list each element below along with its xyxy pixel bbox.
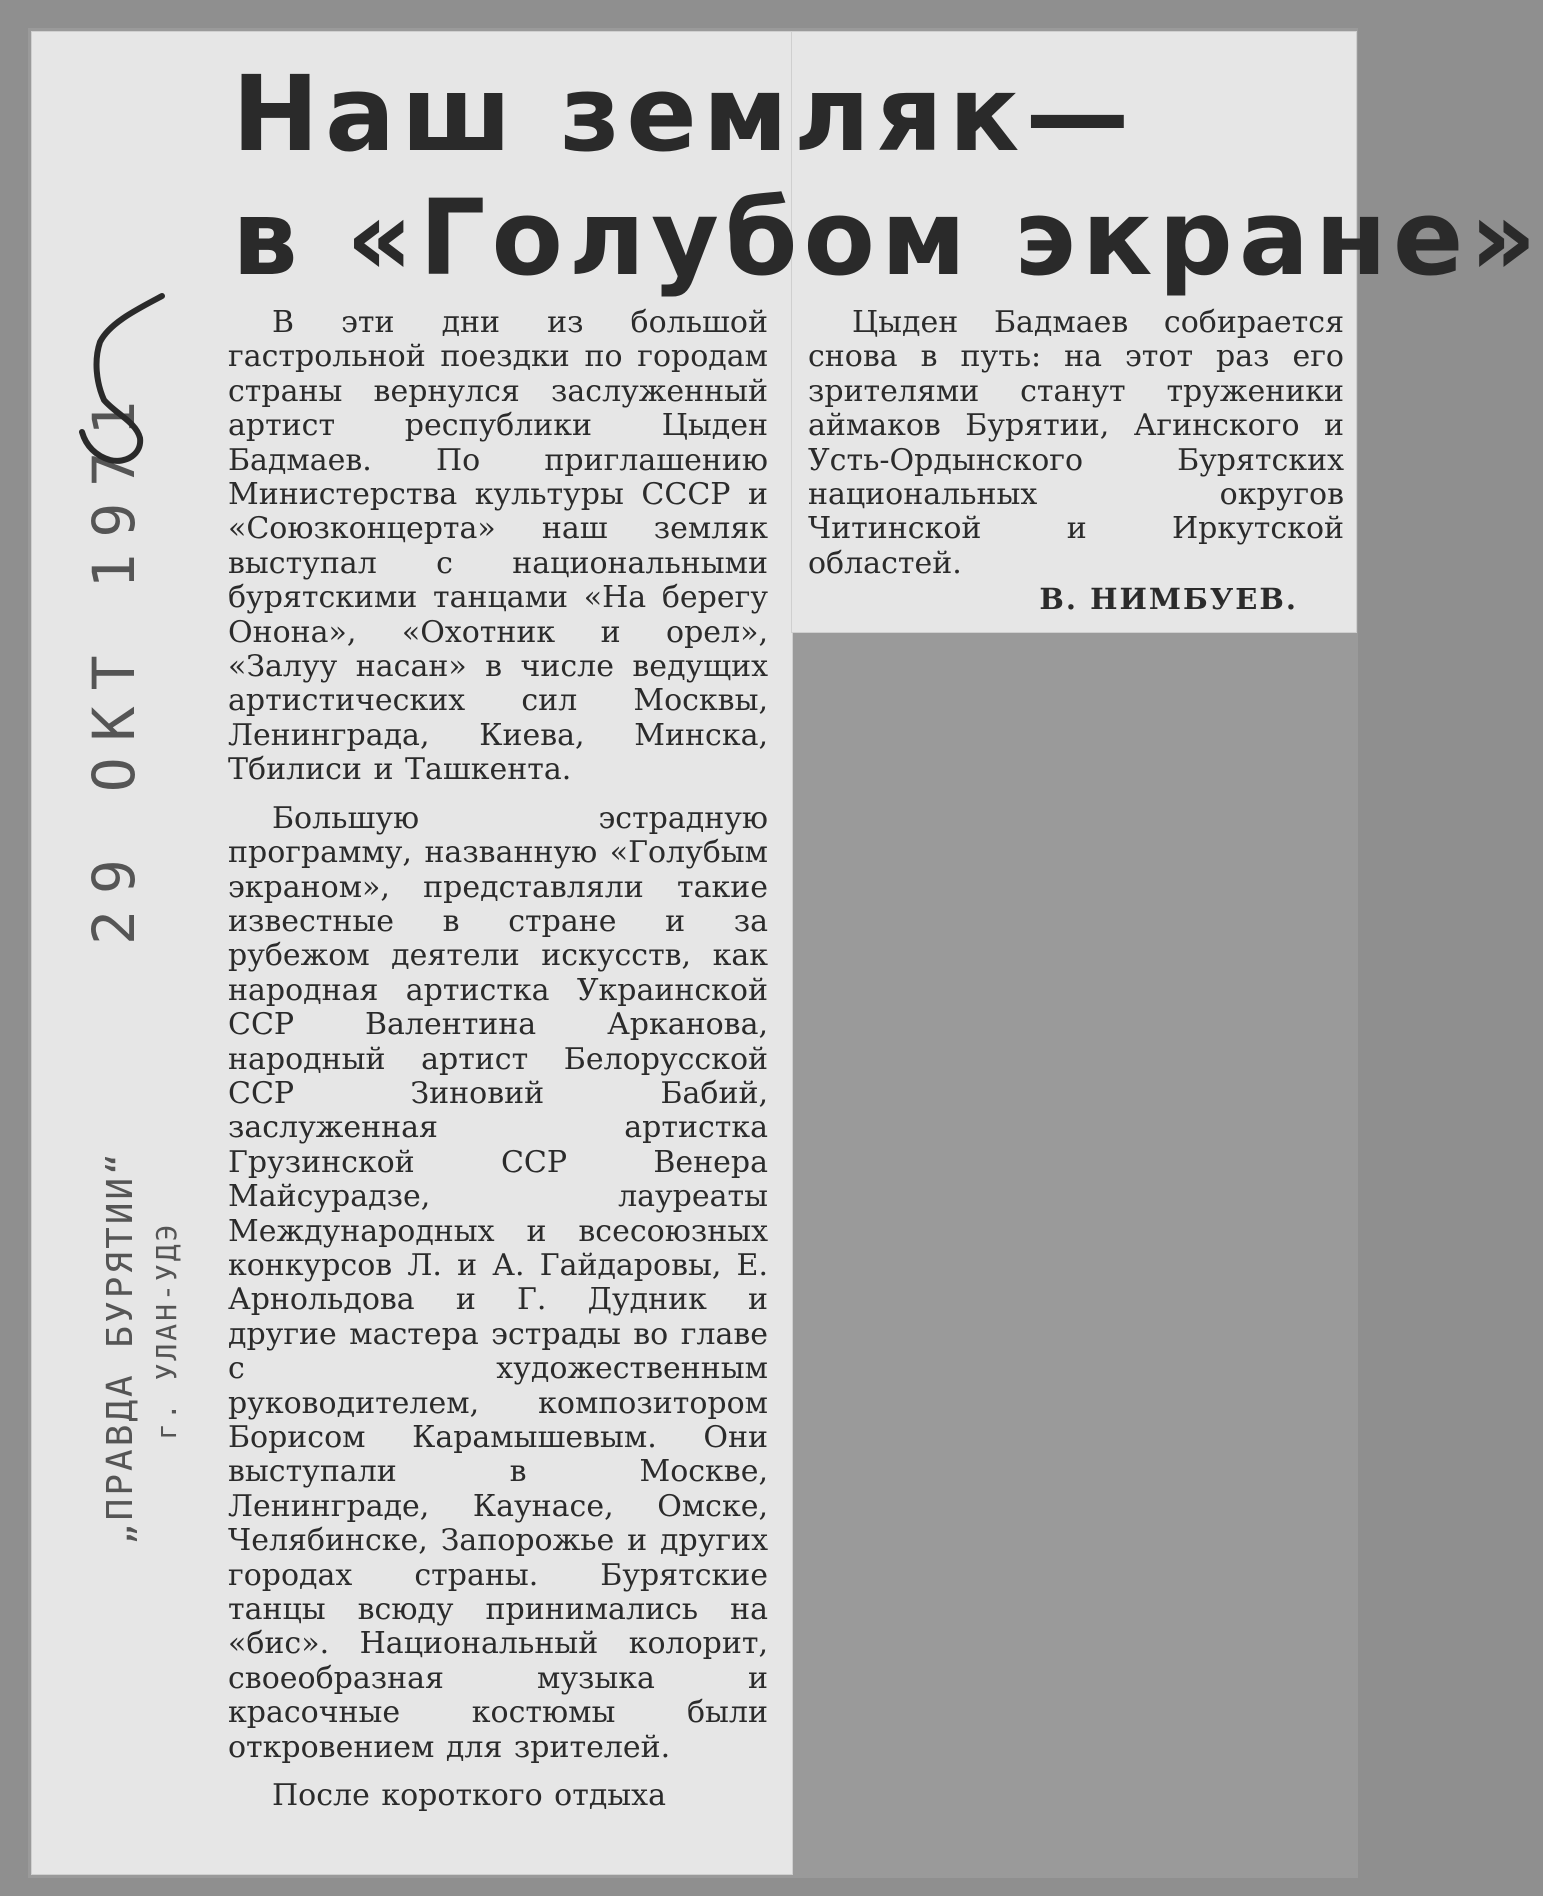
newspaper-stamp: „ПРАВДА БУРЯТИИ“ (100, 1150, 141, 1545)
article-column-right (808, 306, 1344, 581)
author-byline: В. НИМБУЕВ. (1039, 582, 1298, 616)
date-stamp: 29 ОКТ 1971 (80, 384, 148, 945)
paragraph-2: Большую эстрадную программу, названную «Голубым экраном», представляли такие известные в стране и за рубежом деятели искусств, как народная артистка Украинской ССР Валентина Арканова, народный артист Белорусской ССР Зиновий Бабий, заслуженная артистка Грузинской ССР Венера Майсурадзе, лауреаты Международных и всесоюзных конкурсов Л. и А. Гайдаровы, Е. Арнольдова и Г. Дудник и другие мастера эстрады во главе с художественным руководителем, композитором Борисом Карамышевым. Они выступали в Москве, Ленинграде, Каунасе, Омске, Челябинске, Запорожье и других городах страны. Бурятские танцы всюду принимались на «бис». Национальный колорит, своеобразная музыка и красочные костюмы были откровением для зрителей. (228, 800, 768, 1765)
city-stamp: г. УЛАН-УДЭ (150, 1221, 183, 1440)
paragraph-1: В эти дни из большой гастрольной поездки по городам страны вернулся заслуженный артист республики Цыден Бадмаев. По приглашению Министерства культуры СССР и «Союзконцерта» наш земляк выступал с национальными бурятскими танцами «На берегу Онона», «Охотник и орел», «Залуу насан» в числе ведущих артистических сил Москвы, Ленинграда, Киева, Минска, Тбилиси и Ташкента. (228, 305, 768, 788)
paragraph-4: Цыден Бадмаев собирается снова в путь: на этот раз его зрителями станут труженики аймаков Бурятии, Агинского и Усть-Ордынского Бурятских национальных округов Читинской и Иркутской областей. (808, 305, 1344, 581)
article-headline (232, 52, 1543, 300)
article-column-left (228, 306, 768, 1813)
headline-line-2: в «Голубом экране» (232, 177, 1543, 299)
handwritten-number-mark (70, 282, 180, 472)
paragraph-3: После короткого отдыха (272, 1778, 666, 1814)
headline-line-1: Наш земляк— (232, 53, 1136, 175)
